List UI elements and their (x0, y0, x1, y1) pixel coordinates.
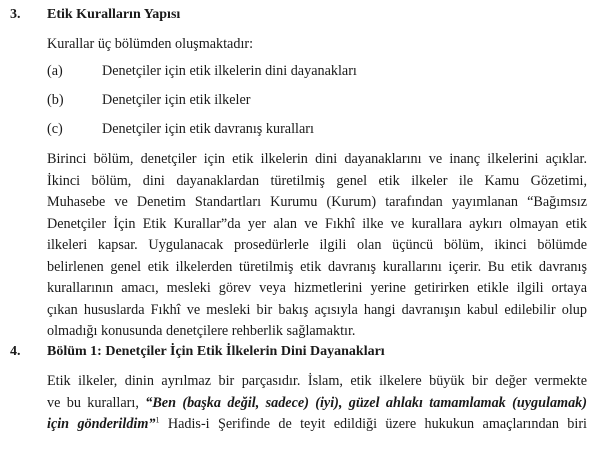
list-marker-a: (a) (47, 63, 63, 79)
paragraph-line: İkinci bölüm, dini dayanaklardan türetilmiş genel etik ilkeler ile Kamu Gözetimi, (47, 172, 587, 189)
section-3-number: 3. (10, 7, 21, 22)
section-3-intro: Kurallar üç bölümden oluşmaktadır: (47, 36, 254, 52)
paragraph-line: belirlenen genel etik ilkelerden türetilmiş etik davranış kurallarını içerir. Bu etik davranış (47, 258, 587, 275)
section-4-title: Bölüm 1: Denetçiler İçin Etik İlkelerin Dini Dayanakları (47, 344, 385, 359)
hadith-quote-end: için gönderildim” (47, 416, 156, 432)
paragraph-line: olmadığı konusunda denetçilere rehberlik sağlamaktır. (47, 323, 356, 339)
footnote-ref[interactable]: 1 (155, 415, 160, 425)
paragraph-line: ilkeleri kapsar. Uygulanacak prosedürlerle ilgili olan üçüncü bölüm, ikinci bölümde (47, 237, 587, 253)
paragraph-line (47, 414, 587, 436)
section-3-paragraph (47, 149, 587, 343)
paragraph-line: çıkan hususlarda Fıkhî ve mesleki bir bakış açısıyla hangi davranışın kabul edilebilir olup (47, 301, 587, 318)
paragraph-line: Muhasebe ve Denetim Standartları Kurumu (Kurum) tarafından yayımlanan “Bağımsız (47, 194, 587, 210)
text-segment: Hadis-i Şerifinde de teyit edildiği üzere hukukun amaçlarından biri (159, 416, 588, 432)
text-segment: ve bu kuralları, (47, 394, 146, 411)
list-marker-b: (b) (47, 92, 64, 108)
section-4-number: 4. (10, 344, 21, 359)
paragraph-line: Birinci bölüm, denetçiler için etik ilkelerin dini dayanaklarını ve inanç ilkelerini açıklar. (47, 151, 587, 167)
list-item-a: Denetçiler için etik ilkelerin dini dayanakları (102, 63, 357, 79)
paragraph-line (47, 393, 587, 415)
paragraph-line: kurallarının amacı, mesleki görev veya hizmetlerini yerine getirirken etikle ilgili ortaya (47, 280, 587, 296)
hadith-quote: “Ben (başka değil, sadece) (iyi), güzel ahlakı tamamlamak (uygulamak) (145, 394, 587, 411)
list-item-c: Denetçiler için etik davranış kuralları (102, 121, 314, 137)
list-item-b: Denetçiler için etik ilkeler (102, 92, 251, 108)
paragraph-line: Etik ilkeler, dinin ayrılmaz bir parçasıdır. İslam, etik ilkelere büyük bir değer vermekte (47, 373, 587, 389)
section-3-title: Etik Kuralların Yapısı (47, 7, 181, 22)
section-4-paragraph (47, 371, 587, 436)
list-marker-c: (c) (47, 121, 63, 137)
paragraph-line: Denetçiler İçin Etik Kurallar”da yer alan ve Fıkhî ilke ve kurallara aykırı olmayan etik (47, 215, 587, 232)
